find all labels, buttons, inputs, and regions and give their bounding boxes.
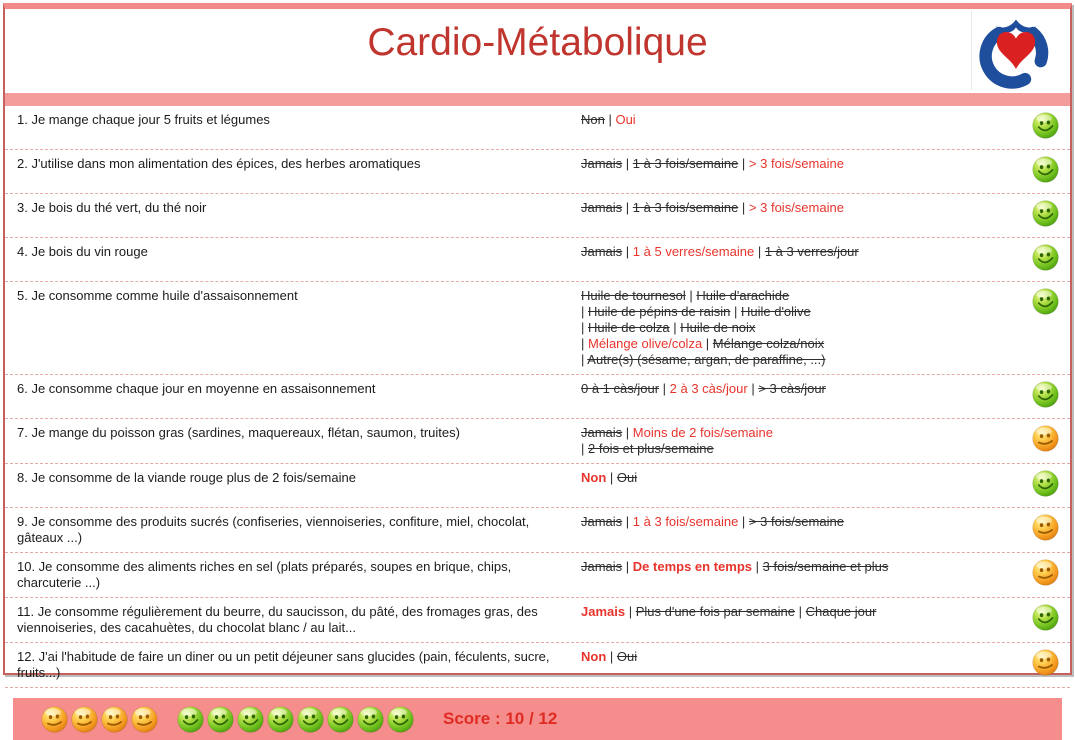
green-smiley-icon bbox=[1032, 381, 1059, 412]
answer-option[interactable]: Oui bbox=[615, 112, 636, 127]
orange-smiley-icon bbox=[131, 706, 158, 733]
question-row bbox=[5, 643, 1070, 688]
answer-option[interactable]: Huile de noix bbox=[680, 320, 756, 335]
answer-option[interactable]: > 3 fois/semaine bbox=[748, 514, 844, 529]
option-separator: | bbox=[622, 514, 633, 529]
score-smileys bbox=[41, 706, 417, 733]
answer-options bbox=[581, 200, 1024, 216]
green-smiley-icon bbox=[1032, 244, 1059, 275]
option-separator: | bbox=[604, 112, 616, 127]
answer-options bbox=[581, 244, 1024, 260]
score-label: Score : 10 / 12 bbox=[443, 709, 558, 728]
option-separator: | bbox=[581, 441, 588, 456]
answer-option[interactable]: Non bbox=[581, 649, 607, 664]
option-separator: | bbox=[754, 244, 765, 259]
green-smiley-icon bbox=[1032, 200, 1059, 231]
answer-option[interactable]: Oui bbox=[616, 470, 638, 485]
question-text: 12. J'ai l'habitude de faire un diner ou un petit déjeuner sans glucides (pain, féculents, sucre, fruits...) bbox=[17, 649, 550, 680]
orange-smiley-icon bbox=[41, 706, 68, 733]
green-smiley-icon bbox=[357, 706, 384, 733]
green-smiley-icon bbox=[1032, 604, 1059, 635]
option-separator: | bbox=[738, 514, 749, 529]
question-row bbox=[5, 464, 1070, 508]
question-row bbox=[5, 238, 1070, 282]
option-separator: | bbox=[702, 336, 713, 351]
answer-option[interactable]: Plus d'une fois par semaine bbox=[635, 604, 795, 619]
orange-smiley-icon bbox=[101, 706, 128, 733]
pink-band bbox=[5, 93, 1070, 106]
answer-option[interactable]: De temps en temps bbox=[632, 559, 752, 574]
question-text: 5. Je consomme comme huile d'assaisonnement bbox=[17, 288, 298, 303]
question-text: 10. Je consomme des aliments riches en sel (plats préparés, soupes en brique, chips, charcuterie ...) bbox=[17, 559, 512, 590]
green-smiley-icon bbox=[207, 706, 234, 733]
option-separator: | bbox=[685, 288, 697, 303]
answer-option[interactable]: Huile de pépins de raisin bbox=[588, 304, 731, 319]
answer-options bbox=[581, 514, 1024, 530]
orange-smiley-icon bbox=[1032, 559, 1059, 590]
answer-option[interactable]: 1 à 3 fois/semaine bbox=[632, 156, 739, 171]
orange-smiley-icon bbox=[1032, 425, 1059, 456]
question-row bbox=[5, 106, 1070, 150]
heart-logo bbox=[971, 11, 1060, 90]
green-smiley-icon bbox=[1032, 288, 1059, 319]
answer-option[interactable]: 0 à 1 càs/jour bbox=[581, 381, 660, 396]
option-separator: | bbox=[581, 304, 588, 319]
questionnaire bbox=[5, 106, 1070, 688]
question-text: 11. Je consomme régulièrement du beurre, du saucisson, du pâté, des fromages gras, des viennoiseries, des cacahuètes, du chocolat blanc / au lait... bbox=[17, 604, 538, 635]
green-smiley-icon bbox=[267, 706, 294, 733]
answer-options bbox=[581, 156, 1024, 172]
question-text: 2. J'utilise dans mon alimentation des épices, des herbes aromatiques bbox=[17, 156, 421, 171]
orange-smiley-icon bbox=[1032, 514, 1059, 545]
green-smiley-icon bbox=[1032, 112, 1059, 143]
answer-option[interactable]: Huile d'arachide bbox=[696, 288, 790, 303]
question-text: 6. Je consomme chaque jour en moyenne en assaisonnement bbox=[17, 381, 376, 396]
answer-option[interactable]: Non bbox=[581, 470, 607, 485]
option-separator: | bbox=[622, 156, 633, 171]
option-separator: | bbox=[738, 156, 749, 171]
answer-option[interactable]: 1 à 3 fois/semaine bbox=[632, 200, 739, 215]
answer-option[interactable]: Jamais bbox=[581, 604, 626, 619]
answer-option[interactable]: 2 à 3 càs/jour bbox=[669, 381, 748, 396]
green-smiley-icon bbox=[297, 706, 324, 733]
answer-options bbox=[581, 470, 1024, 486]
option-separator: | bbox=[622, 244, 633, 259]
question-row bbox=[5, 419, 1070, 464]
option-separator: | bbox=[669, 320, 681, 335]
question-text: 4. Je bois du vin rouge bbox=[17, 244, 148, 259]
score-bar bbox=[13, 698, 1062, 740]
answer-option[interactable]: Mélange olive/colza bbox=[588, 336, 703, 351]
answer-option[interactable]: Oui bbox=[616, 649, 638, 664]
orange-smiley-icon bbox=[1032, 649, 1059, 680]
answer-option[interactable]: Non bbox=[581, 112, 605, 127]
question-row bbox=[5, 375, 1070, 419]
question-text: 9. Je consomme des produits sucrés (confiseries, viennoiseries, confiture, miel, chocolat, gâteaux ...) bbox=[17, 514, 530, 545]
heart-circle-logo-icon bbox=[980, 15, 1052, 87]
answer-options bbox=[581, 381, 1024, 397]
answer-options bbox=[581, 649, 1024, 665]
answer-option[interactable]: Autre(s) (sésame, argan, de paraffine, ...) bbox=[587, 352, 826, 367]
option-separator: | bbox=[625, 604, 636, 619]
answer-option[interactable]: Huile de tournesol bbox=[581, 288, 686, 303]
answer-option[interactable]: Chaque jour bbox=[805, 604, 877, 619]
answer-option[interactable]: Huile d'olive bbox=[740, 304, 811, 319]
question-text: 3. Je bois du thé vert, du thé noir bbox=[17, 200, 207, 215]
question-row bbox=[5, 553, 1070, 598]
answer-options bbox=[581, 112, 1024, 128]
answer-options bbox=[581, 288, 1024, 368]
answer-option[interactable]: 1 à 5 verres/semaine bbox=[632, 244, 755, 259]
green-smiley-icon bbox=[177, 706, 204, 733]
option-separator: | bbox=[581, 336, 588, 351]
option-separator: | bbox=[622, 200, 633, 215]
question-row bbox=[5, 194, 1070, 238]
question-text: 8. Je consomme de la viande rouge plus de 2 fois/semaine bbox=[17, 470, 356, 485]
green-smiley-icon bbox=[327, 706, 354, 733]
option-separator: | bbox=[795, 604, 806, 619]
answer-options bbox=[581, 559, 1024, 575]
option-separator: | bbox=[738, 200, 749, 215]
answer-options bbox=[581, 425, 1024, 457]
green-smiley-icon bbox=[1032, 156, 1059, 187]
answer-option[interactable]: Jamais bbox=[581, 425, 623, 440]
option-separator: | bbox=[730, 304, 741, 319]
answer-option[interactable]: Moins de 2 fois/semaine bbox=[632, 425, 773, 440]
option-separator: | bbox=[581, 352, 588, 367]
green-smiley-icon bbox=[1032, 470, 1059, 501]
option-separator: | bbox=[747, 381, 759, 396]
answer-options bbox=[581, 604, 1024, 620]
answer-option[interactable]: Jamais bbox=[581, 244, 623, 259]
answer-option[interactable]: Huile de colza bbox=[588, 320, 670, 335]
answer-option[interactable]: 1 à 3 verres/jour bbox=[764, 244, 859, 259]
option-separator: | bbox=[606, 470, 617, 485]
page-title: Cardio-Métabolique bbox=[367, 21, 708, 64]
green-smiley-icon bbox=[387, 706, 414, 733]
option-separator: | bbox=[581, 320, 588, 335]
header bbox=[5, 9, 1070, 93]
answer-option[interactable]: > 3 fois/semaine bbox=[748, 156, 844, 171]
answer-option[interactable]: 3 fois/semaine et plus bbox=[762, 559, 889, 574]
option-separator: | bbox=[622, 559, 633, 574]
question-text: 1. Je mange chaque jour 5 fruits et légumes bbox=[17, 112, 270, 127]
answer-option[interactable]: Jamais bbox=[581, 514, 623, 529]
answer-option[interactable]: 1 à 3 fois/semaine bbox=[632, 514, 739, 529]
option-separator: | bbox=[606, 649, 617, 664]
answer-option[interactable]: > 3 càs/jour bbox=[758, 381, 826, 396]
answer-option[interactable]: Jamais bbox=[581, 156, 623, 171]
answer-option[interactable]: 2 fois et plus/semaine bbox=[588, 441, 714, 456]
question-row bbox=[5, 598, 1070, 643]
answer-option[interactable]: Mélange colza/noix bbox=[712, 336, 825, 351]
question-text: 7. Je mange du poisson gras (sardines, maquereaux, flétan, saumon, truites) bbox=[17, 425, 460, 440]
question-row bbox=[5, 508, 1070, 553]
question-row bbox=[5, 150, 1070, 194]
question-row bbox=[5, 282, 1070, 375]
orange-smiley-icon bbox=[71, 706, 98, 733]
answer-option[interactable]: Jamais bbox=[581, 200, 623, 215]
option-separator: | bbox=[659, 381, 670, 396]
green-smiley-icon bbox=[237, 706, 264, 733]
option-separator: | bbox=[622, 425, 633, 440]
answer-option[interactable]: > 3 fois/semaine bbox=[748, 200, 844, 215]
questionnaire-frame bbox=[3, 3, 1072, 728]
answer-option[interactable]: Jamais bbox=[581, 559, 623, 574]
option-separator: | bbox=[752, 559, 763, 574]
